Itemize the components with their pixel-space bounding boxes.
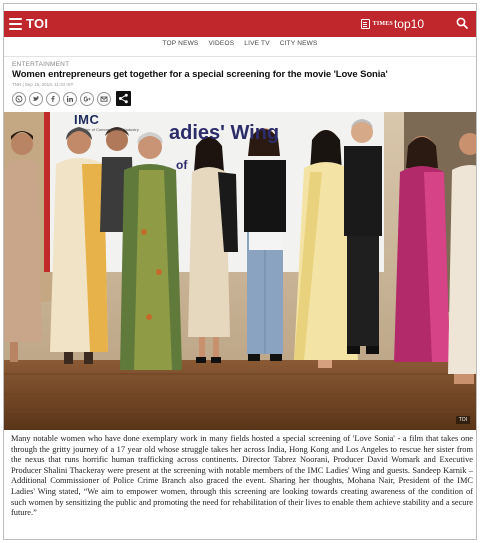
facebook-icon[interactable] [46,92,60,106]
article-body: Many notable women who have done exemplary work in many fields hosted a special screening of 'Love Sonia' - a film that takes one through the gritty journey of a 17 year old whose struggle takes her across India, Hong Kong and Los Angeles to rescue her sister from the nexus that runs horrific human trafficking across continents. Director Tabrez Noorani, Producer David Womark and Executive Producer Shalini Thackeray were present at the screening with notable members of the IMC Ladies' Wing and guests. Sandeep Karnik – Additional Commissioner of Police Crime Branch also graced the event. Sharing her thoughts, Mohana Nair, President of the IMC Ladies' Wing stated, “We aim to empower women, through this screening are looking towards creating awareness of the condition of such women by sensitizing the public and promoting the need for rehabilitation of their lives to enable them achieve stability and a secure future.” [11,434,473,518]
linkedin-icon[interactable] [63,92,77,106]
top10-label: top10 [393,17,424,31]
email-icon[interactable] [97,92,111,106]
person-1 [4,131,42,362]
toi-logo[interactable]: TOI [26,16,49,31]
times-top10-link[interactable] [361,17,424,31]
sub-navigation [4,40,476,54]
google-plus-icon[interactable] [80,92,94,106]
person-8 [344,119,382,354]
article-page [3,3,477,540]
whatsapp-icon[interactable] [12,92,26,106]
article-byline: TNN | Sep 15, 2018, 11:34 IST [12,82,74,87]
photo-credit: TOI [456,416,470,424]
hamburger-menu-icon[interactable] [9,18,22,30]
banner-imc-subtext: Chamber of Commerce and Industry [74,127,139,132]
top10-prefix: TIMES [372,21,393,27]
banner-imc-text: IMC [74,112,100,127]
list-icon [361,19,370,29]
share-bar [12,91,131,106]
banner-small-text: of [176,158,188,172]
article-headline: Women entrepreneurs get together for a special screening for the movie 'Love Sonia' [12,69,388,80]
nav-divider [4,56,476,57]
top-header-bar [4,11,476,37]
search-icon[interactable] [456,17,468,29]
twitter-icon[interactable] [29,92,43,106]
banner-big-text: adies' Wing [169,122,280,144]
nav-city-news[interactable]: CITY NEWS [279,40,318,47]
article-photo[interactable] [4,112,476,430]
nav-live-tv[interactable]: LIVE TV [244,40,270,47]
group-photo-illustration [4,112,476,430]
share-icon[interactable] [116,91,131,106]
section-label[interactable]: ENTERTAINMENT [12,61,70,68]
person-10 [448,133,476,384]
nav-top-news[interactable]: TOP NEWS [162,40,199,47]
person-6 [244,128,286,361]
nav-videos[interactable]: VIDEOS [208,40,235,47]
